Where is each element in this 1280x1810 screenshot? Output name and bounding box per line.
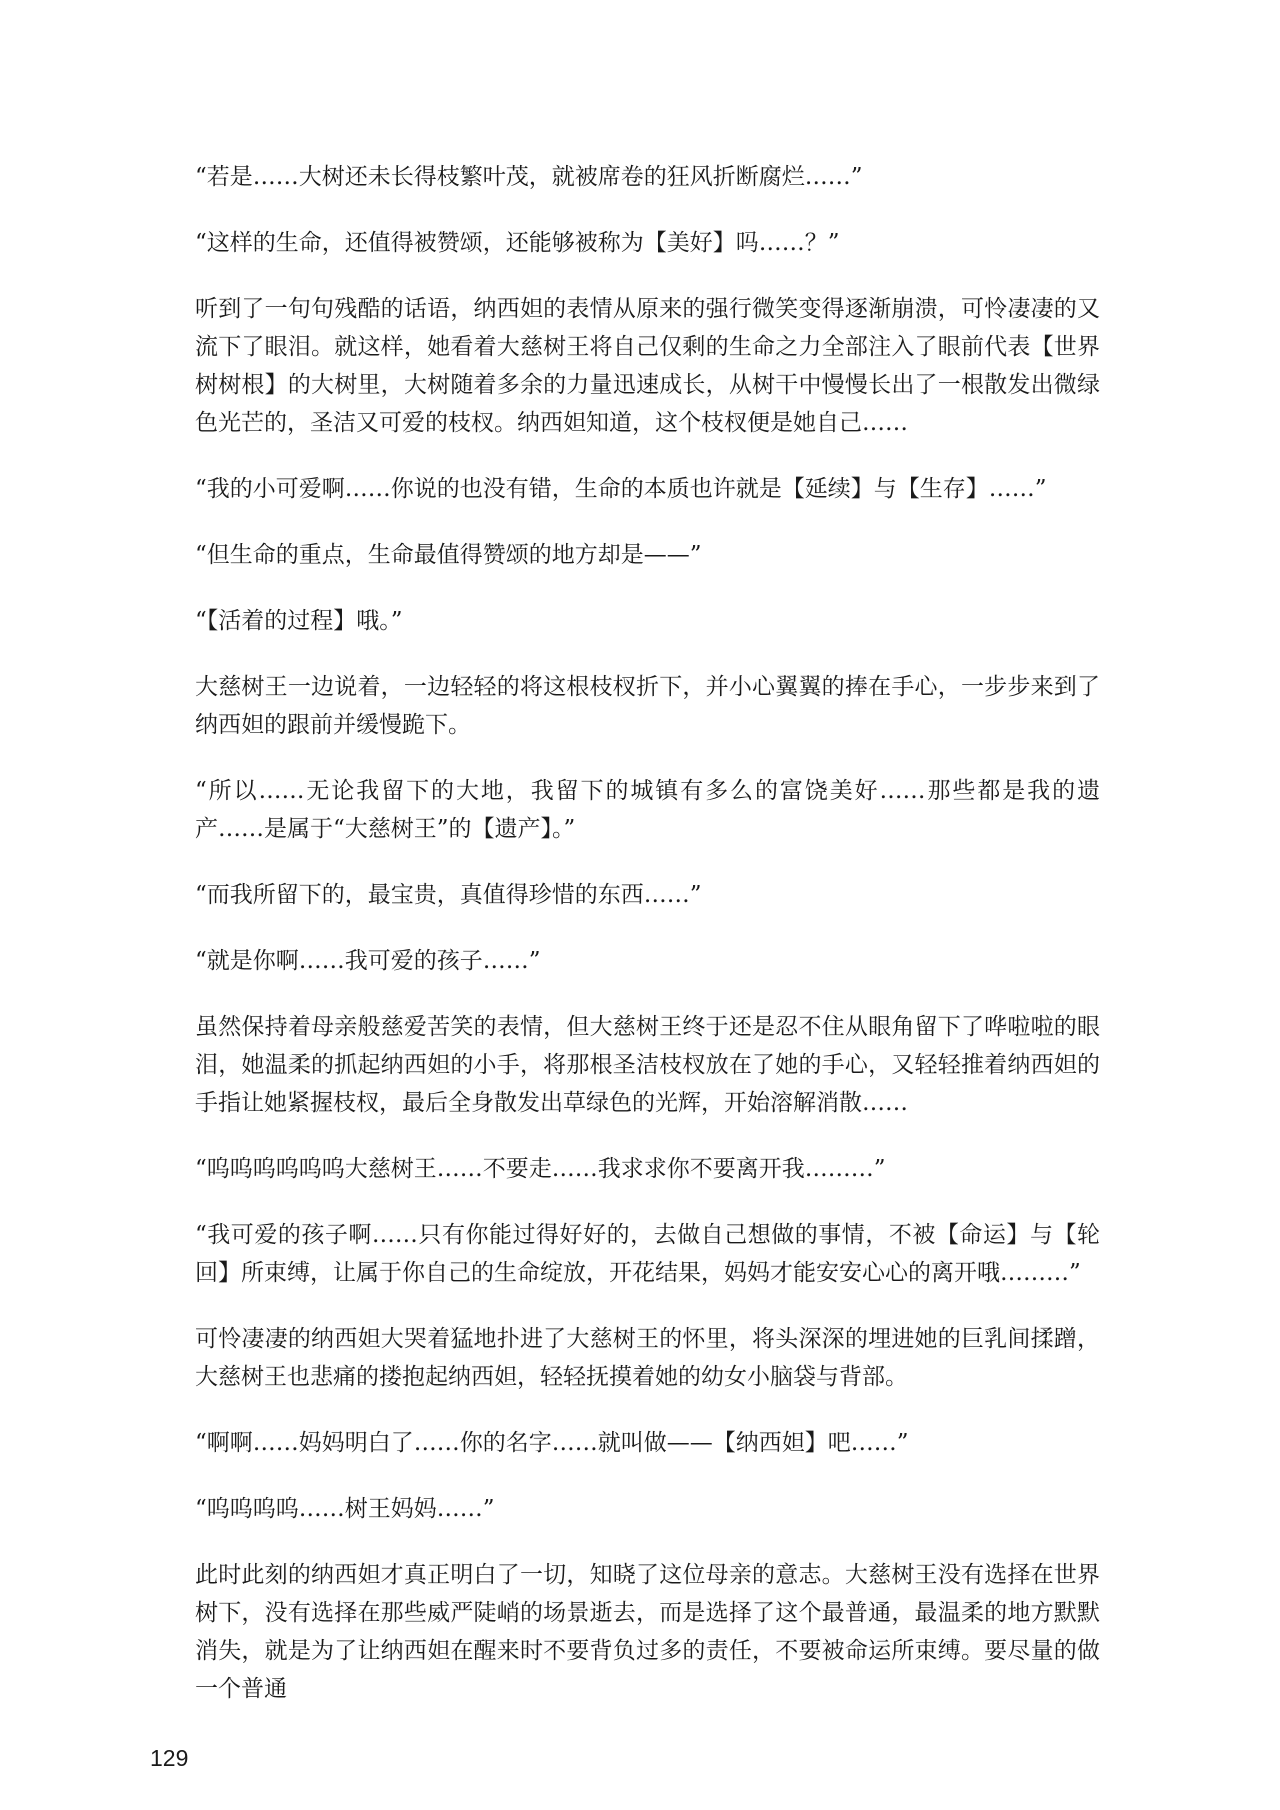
paragraph: 听到了一句句残酷的话语，纳西妲的表情从原来的强行微笑变得逐渐崩溃，可怜凄凄的又流下了眼泪。就这样，她看着大慈树王将自己仅剩的生命之力全部注入了眼前代表【世界树树根】的大树里，大树随着多余的力量迅速成长，从树干中慢慢长出了一根散发出微绿色光芒的，圣洁又可爱的枝杈。纳西妲知道，这个枝杈便是她自己……: [195, 296, 1100, 436]
paragraph: 虽然保持着母亲般慈爱苦笑的表情，但大慈树王终于还是忍不住从眼角留下了哗啦啦的眼泪，她温柔的抓起纳西妲的小手，将那根圣洁枝杈放在了她的手心，又轻轻推着纳西妲的手指让她紧握枝杈，最后全身散发出草绿色的光辉，开始溶解消散……: [195, 1014, 1100, 1116]
page-body: [195, 158, 1100, 1736]
paragraph: “所以……无论我留下的大地，我留下的城镇有多么的富饶美好……那些都是我的遗产……是属于“大慈树王”的【遗产】。”: [195, 778, 1100, 842]
paragraph: “若是……大树还未长得枝繁叶茂，就被席卷的狂风折断腐烂……”: [195, 164, 863, 190]
paragraph: “我可爱的孩子啊……只有你能过得好好的，去做自己想做的事情，不被【命运】与【轮回】所束缚，让属于你自己的生命绽放，开花结果，妈妈才能安安心心的离开哦………”: [195, 1222, 1100, 1286]
paragraph: “我的小可爱啊……你说的也没有错，生命的本质也许就是【延续】与【生存】……”: [195, 476, 1047, 502]
paragraph: “呜呜呜呜……树王妈妈……”: [195, 1496, 495, 1522]
paragraph: “而我所留下的，最宝贵，真值得珍惜的东西……”: [195, 882, 702, 908]
paragraph: “【活着的过程】哦。”: [195, 608, 403, 634]
paragraph: “啊啊……妈妈明白了……你的名字……就叫做——【纳西妲】吧……”: [195, 1430, 909, 1456]
page-number: 129: [150, 1745, 189, 1771]
paragraph: 大慈树王一边说着，一边轻轻的将这根枝杈折下，并小心翼翼的捧在手心，一步步来到了纳西妲的跟前并缓慢跪下。: [195, 674, 1100, 738]
paragraph: 此时此刻的纳西妲才真正明白了一切，知晓了这位母亲的意志。大慈树王没有选择在世界树下，没有选择在那些威严陡峭的场景逝去，而是选择了这个最普通，最温柔的地方默默消失，就是为了让纳西妲在醒来时不要背负过多的责任，不要被命运所束缚。要尽量的做一个普通: [195, 1562, 1100, 1702]
paragraph: “就是你啊……我可爱的孩子……”: [195, 948, 541, 974]
paragraph: “但生命的重点，生命最值得赞颂的地方却是——”: [195, 542, 702, 568]
paragraph: 可怜凄凄的纳西妲大哭着猛地扑进了大慈树王的怀里，将头深深的埋进她的巨乳间揉蹭，大慈树王也悲痛的搂抱起纳西妲，轻轻抚摸着她的幼女小脑袋与背部。: [195, 1326, 1100, 1390]
paragraph: “这样的生命，还值得被赞颂，还能够被称为【美好】吗……？”: [195, 230, 840, 256]
paragraph: “呜呜呜呜呜呜大慈树王……不要走……我求求你不要离开我………”: [195, 1156, 886, 1182]
